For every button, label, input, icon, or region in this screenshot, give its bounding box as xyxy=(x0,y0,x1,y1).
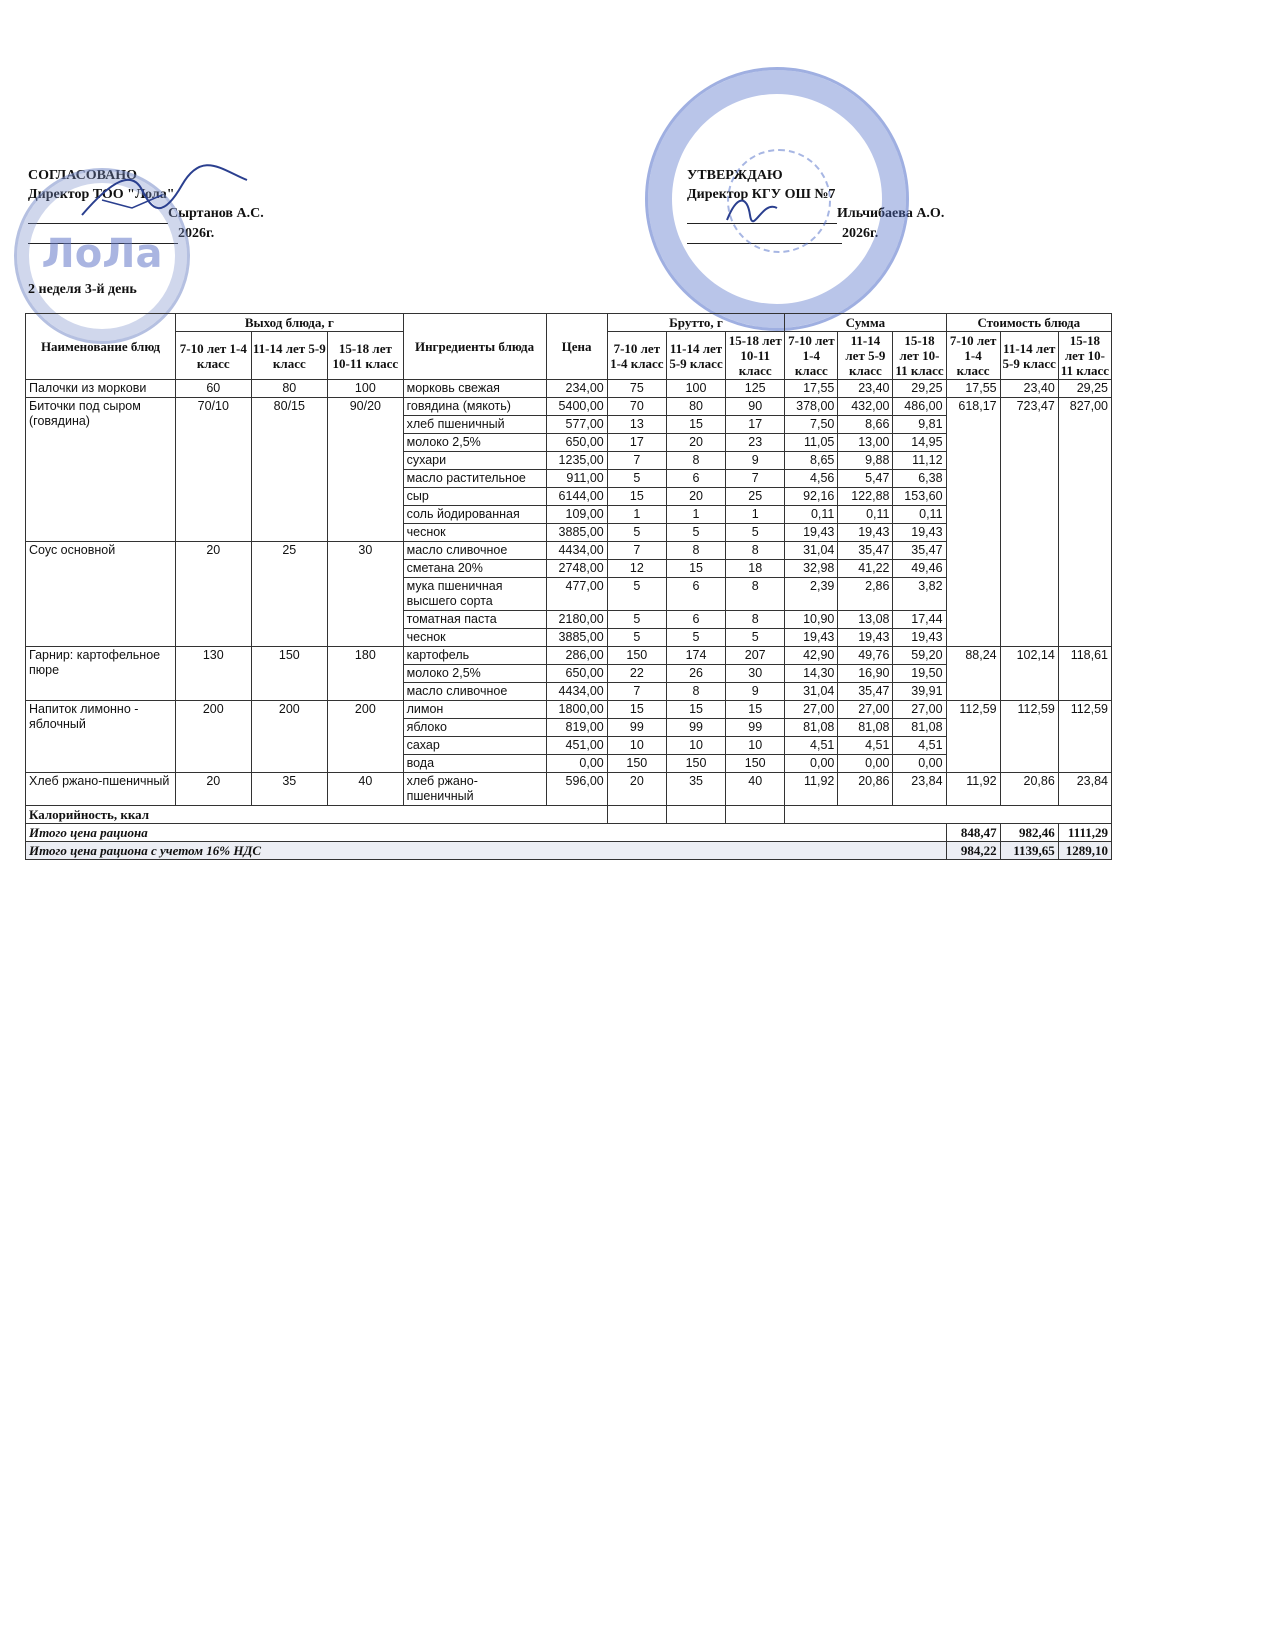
ingredient-name: соль йодированная xyxy=(403,506,546,524)
header-dish-cost: Стоимость блюда xyxy=(946,314,1111,332)
approved-date: 2026г. xyxy=(842,226,879,241)
ingredient-gross: 15 xyxy=(607,488,666,506)
ingredient-name: говядина (мякоть) xyxy=(403,398,546,416)
ingredient-sum: 19,43 xyxy=(785,629,838,647)
ingredient-gross: 9 xyxy=(726,452,785,470)
ingredient-gross: 8 xyxy=(666,452,725,470)
ingredient-price: 3885,00 xyxy=(546,629,607,647)
ingredient-sum: 23,84 xyxy=(893,773,946,806)
ingredient-gross: 99 xyxy=(607,719,666,737)
ingredient-sum: 31,04 xyxy=(785,683,838,701)
ingredient-sum: 0,00 xyxy=(838,755,893,773)
table-row xyxy=(26,380,1112,398)
ingredient-sum: 31,04 xyxy=(785,542,838,560)
ingredient-sum: 14,30 xyxy=(785,665,838,683)
ingredient-gross: 100 xyxy=(666,380,725,398)
dish-output: 20 xyxy=(176,773,252,806)
ingredient-name: картофель xyxy=(403,647,546,665)
ingredient-price: 596,00 xyxy=(546,773,607,806)
header-sum-age: 7-10 лет 1-4 класс xyxy=(785,332,838,380)
ingredient-gross: 15 xyxy=(666,701,725,719)
ingredient-gross: 70 xyxy=(607,398,666,416)
ingredient-gross: 5 xyxy=(607,524,666,542)
header-sum-age: 11-14 лет 5-9 класс xyxy=(838,332,893,380)
ingredient-name: лимон xyxy=(403,701,546,719)
dish-cost: 23,84 xyxy=(1058,773,1111,806)
header-output-age: 11-14 лет 5-9 класс xyxy=(251,332,328,380)
dish-cost: 11,92 xyxy=(946,773,1000,806)
ingredient-price: 3885,00 xyxy=(546,524,607,542)
ingredient-sum: 81,08 xyxy=(838,719,893,737)
ingredient-gross: 26 xyxy=(666,665,725,683)
ingredient-price: 4434,00 xyxy=(546,683,607,701)
total-value: 982,46 xyxy=(1000,824,1058,842)
ingredient-sum: 11,12 xyxy=(893,452,946,470)
dish-name: Гарнир: картофельное пюре xyxy=(26,647,176,701)
ingredient-gross: 20 xyxy=(607,773,666,806)
ingredient-sum: 13,00 xyxy=(838,434,893,452)
calories-empty-cell xyxy=(785,806,1112,824)
ingredient-sum: 7,50 xyxy=(785,416,838,434)
ingredient-price: 109,00 xyxy=(546,506,607,524)
header-cost-age: 7-10 лет 1-4 класс xyxy=(946,332,1000,380)
ingredient-sum: 16,90 xyxy=(838,665,893,683)
ingredient-price: 0,00 xyxy=(546,755,607,773)
ingredient-sum: 11,05 xyxy=(785,434,838,452)
total_vat-value: 984,22 xyxy=(946,842,1000,860)
agreed-position: Директор ТОО "Лола" xyxy=(28,187,175,202)
ingredient-sum: 0,11 xyxy=(893,506,946,524)
ingredient-gross: 20 xyxy=(666,488,725,506)
ingredient-sum: 6,38 xyxy=(893,470,946,488)
dish-output: 200 xyxy=(328,701,404,773)
ingredient-name: мука пшеничная высшего сорта xyxy=(403,578,546,611)
ingredient-sum: 81,08 xyxy=(893,719,946,737)
ingredient-sum: 35,47 xyxy=(893,542,946,560)
ingredient-sum: 92,16 xyxy=(785,488,838,506)
header-gross-age: 11-14 лет 5-9 класс xyxy=(666,332,725,380)
ingredient-gross: 6 xyxy=(666,578,725,611)
table-row xyxy=(26,701,1112,719)
dish-output: 90/20 xyxy=(328,398,404,542)
ingredient-sum: 2,86 xyxy=(838,578,893,611)
ingredient-sum: 9,81 xyxy=(893,416,946,434)
ingredient-name: томатная паста xyxy=(403,611,546,629)
ingredient-gross: 18 xyxy=(726,560,785,578)
ingredient-name: чеснок xyxy=(403,524,546,542)
ingredient-gross: 5 xyxy=(607,470,666,488)
ingredient-price: 4434,00 xyxy=(546,542,607,560)
ingredient-name: хлеб ржано-пшеничный xyxy=(403,773,546,806)
ingredient-name: морковь свежая xyxy=(403,380,546,398)
dish-cost: 20,86 xyxy=(1000,773,1058,806)
dish-output: 20 xyxy=(176,542,252,647)
dish-name: Соус основной xyxy=(26,542,176,647)
table-row xyxy=(26,647,1112,665)
dish-output: 200 xyxy=(176,701,252,773)
dish-cost: 723,47 xyxy=(1000,398,1058,647)
ingredient-sum: 19,43 xyxy=(893,524,946,542)
dish-cost: 118,61 xyxy=(1058,647,1111,701)
header-dish-name: Наименование блюд xyxy=(26,314,176,380)
ingredient-name: масло сливочное xyxy=(403,542,546,560)
ingredient-name: масло сливочное xyxy=(403,683,546,701)
total_vat-value: 1139,65 xyxy=(1000,842,1058,860)
dish-output: 130 xyxy=(176,647,252,701)
ingredient-gross: 8 xyxy=(666,542,725,560)
ingredient-price: 234,00 xyxy=(546,380,607,398)
ingredient-sum: 8,66 xyxy=(838,416,893,434)
header-output-age: 15-18 лет 10-11 класс xyxy=(328,332,404,380)
ingredient-gross: 12 xyxy=(607,560,666,578)
ingredient-sum: 19,43 xyxy=(893,629,946,647)
calories-gross-cell xyxy=(666,806,725,824)
ingredient-gross: 150 xyxy=(607,647,666,665)
company-stamp-text: ЛоЛа xyxy=(41,231,163,277)
ingredient-name: сметана 20% xyxy=(403,560,546,578)
ingredient-sum: 59,20 xyxy=(893,647,946,665)
ingredient-price: 451,00 xyxy=(546,737,607,755)
ingredient-sum: 4,51 xyxy=(893,737,946,755)
ingredient-gross: 207 xyxy=(726,647,785,665)
ingredient-sum: 17,44 xyxy=(893,611,946,629)
ingredient-sum: 11,92 xyxy=(785,773,838,806)
ingredient-sum: 432,00 xyxy=(838,398,893,416)
ingredient-gross: 20 xyxy=(666,434,725,452)
ingredient-sum: 29,25 xyxy=(893,380,946,398)
ingredient-price: 2748,00 xyxy=(546,560,607,578)
dish-output: 25 xyxy=(251,542,328,647)
ingredient-gross: 15 xyxy=(666,560,725,578)
ingredient-sum: 49,76 xyxy=(838,647,893,665)
ingredient-name: молоко 2,5% xyxy=(403,434,546,452)
ingredient-sum: 4,51 xyxy=(785,737,838,755)
ingredient-sum: 17,55 xyxy=(785,380,838,398)
dish-name: Биточки под сыром (говядина) xyxy=(26,398,176,542)
ingredient-sum: 0,00 xyxy=(785,755,838,773)
ingredient-gross: 125 xyxy=(726,380,785,398)
ingredient-gross: 150 xyxy=(666,755,725,773)
ingredient-gross: 8 xyxy=(726,542,785,560)
ingredient-sum: 4,51 xyxy=(838,737,893,755)
dish-cost: 112,59 xyxy=(1000,701,1058,773)
agreed-signature-icon xyxy=(72,160,252,230)
ingredient-sum: 378,00 xyxy=(785,398,838,416)
ingredient-price: 650,00 xyxy=(546,665,607,683)
ingredient-gross: 9 xyxy=(726,683,785,701)
ingredient-sum: 27,00 xyxy=(785,701,838,719)
agreed-name: Сыртанов А.С. xyxy=(168,206,264,221)
ingredient-sum: 23,40 xyxy=(838,380,893,398)
approved-position: Директор КГУ ОШ №7 xyxy=(687,187,836,202)
ingredient-gross: 22 xyxy=(607,665,666,683)
total-value: 848,47 xyxy=(946,824,1000,842)
total-row xyxy=(26,824,1112,842)
ingredient-gross: 8 xyxy=(726,578,785,611)
ingredient-sum: 153,60 xyxy=(893,488,946,506)
header-sum-age: 15-18 лет 10-11 класс xyxy=(893,332,946,380)
dish-cost: 88,24 xyxy=(946,647,1000,701)
calories-label: Калорийность, ккал xyxy=(26,806,608,824)
header-sum: Сумма xyxy=(785,314,946,332)
ingredient-sum: 122,88 xyxy=(838,488,893,506)
ingredient-sum: 39,91 xyxy=(893,683,946,701)
ingredient-gross: 23 xyxy=(726,434,785,452)
ingredient-gross: 5 xyxy=(607,578,666,611)
ingredient-sum: 81,08 xyxy=(785,719,838,737)
dish-output: 80 xyxy=(251,380,328,398)
ingredient-price: 477,00 xyxy=(546,578,607,611)
menu-body xyxy=(26,380,1112,860)
ingredient-sum: 4,56 xyxy=(785,470,838,488)
ingredient-gross: 6 xyxy=(666,611,725,629)
ingredient-name: чеснок xyxy=(403,629,546,647)
dish-name: Напиток лимонно - яблочный xyxy=(26,701,176,773)
ingredient-gross: 1 xyxy=(666,506,725,524)
approved-signature-icon xyxy=(722,190,782,230)
ingredient-gross: 150 xyxy=(607,755,666,773)
ingredient-gross: 8 xyxy=(666,683,725,701)
ingredient-price: 1235,00 xyxy=(546,452,607,470)
ingredient-gross: 5 xyxy=(666,524,725,542)
ingredient-price: 819,00 xyxy=(546,719,607,737)
dish-cost: 618,17 xyxy=(946,398,1000,647)
ingredient-price: 286,00 xyxy=(546,647,607,665)
ingredient-gross: 17 xyxy=(607,434,666,452)
dish-cost: 17,55 xyxy=(946,380,1000,398)
approved-name: Ильчибаева А.О. xyxy=(837,206,945,221)
header-output-age: 7-10 лет 1-4 класс xyxy=(176,332,252,380)
ingredient-sum: 486,00 xyxy=(893,398,946,416)
ingredient-sum: 10,90 xyxy=(785,611,838,629)
ingredient-sum: 19,43 xyxy=(785,524,838,542)
ingredient-sum: 35,47 xyxy=(838,542,893,560)
agreed-date: 2026г. xyxy=(178,226,215,241)
ingredient-name: хлеб пшеничный xyxy=(403,416,546,434)
header-cost-age: 15-18 лет 10-11 класс xyxy=(1058,332,1111,380)
ingredient-sum: 49,46 xyxy=(893,560,946,578)
ingredient-sum: 19,43 xyxy=(838,524,893,542)
ingredient-gross: 10 xyxy=(666,737,725,755)
ingredient-gross: 30 xyxy=(726,665,785,683)
total-value: 1111,29 xyxy=(1058,824,1111,842)
ingredient-gross: 25 xyxy=(726,488,785,506)
total_vat-label: Итого цена рациона с учетом 16% НДС xyxy=(26,842,947,860)
ingredient-sum: 27,00 xyxy=(893,701,946,719)
ingredient-gross: 5 xyxy=(666,629,725,647)
ingredient-sum: 0,11 xyxy=(838,506,893,524)
table-row xyxy=(26,773,1112,806)
dish-output: 100 xyxy=(328,380,404,398)
ingredient-sum: 2,39 xyxy=(785,578,838,611)
dish-output: 40 xyxy=(328,773,404,806)
ingredient-name: яблоко xyxy=(403,719,546,737)
ingredient-gross: 7 xyxy=(607,452,666,470)
ingredient-gross: 15 xyxy=(666,416,725,434)
dish-output: 180 xyxy=(328,647,404,701)
header-gross-age: 7-10 лет 1-4 класс xyxy=(607,332,666,380)
header-cost-age: 11-14 лет 5-9 класс xyxy=(1000,332,1058,380)
ingredient-name: молоко 2,5% xyxy=(403,665,546,683)
ingredient-gross: 13 xyxy=(607,416,666,434)
ingredient-sum: 42,90 xyxy=(785,647,838,665)
ingredient-sum: 14,95 xyxy=(893,434,946,452)
ingredient-name: сахар xyxy=(403,737,546,755)
ingredient-sum: 3,82 xyxy=(893,578,946,611)
ingredient-gross: 150 xyxy=(726,755,785,773)
dish-output: 35 xyxy=(251,773,328,806)
ingredient-name: вода xyxy=(403,755,546,773)
ingredient-gross: 90 xyxy=(726,398,785,416)
ingredient-gross: 7 xyxy=(607,683,666,701)
dish-cost: 29,25 xyxy=(1058,380,1111,398)
ingredient-gross: 5 xyxy=(726,524,785,542)
ingredient-gross: 174 xyxy=(666,647,725,665)
calories-gross-cell xyxy=(726,806,785,824)
ingredient-gross: 10 xyxy=(726,737,785,755)
ingredient-name: сыр xyxy=(403,488,546,506)
ingredient-sum: 35,47 xyxy=(838,683,893,701)
calories-row xyxy=(26,806,1112,824)
ingredient-sum: 8,65 xyxy=(785,452,838,470)
ingredient-gross: 5 xyxy=(607,611,666,629)
dish-cost: 112,59 xyxy=(1058,701,1111,773)
ingredient-price: 1800,00 xyxy=(546,701,607,719)
day-label: 2 неделя 3-й день xyxy=(28,282,137,297)
dish-cost: 23,40 xyxy=(1000,380,1058,398)
ingredient-gross: 5 xyxy=(726,629,785,647)
total-label: Итого цена рациона xyxy=(26,824,947,842)
dish-output: 30 xyxy=(328,542,404,647)
dish-output: 70/10 xyxy=(176,398,252,542)
ingredient-price: 911,00 xyxy=(546,470,607,488)
ingredient-sum: 20,86 xyxy=(838,773,893,806)
ingredient-sum: 32,98 xyxy=(785,560,838,578)
ingredient-gross: 8 xyxy=(726,611,785,629)
agreed-title: СОГЛАСОВАНО xyxy=(28,168,137,183)
dish-name: Хлеб ржано-пшеничный xyxy=(26,773,176,806)
ingredient-sum: 5,47 xyxy=(838,470,893,488)
ingredient-gross: 10 xyxy=(607,737,666,755)
ingredient-gross: 75 xyxy=(607,380,666,398)
ingredient-gross: 1 xyxy=(607,506,666,524)
ingredient-sum: 0,11 xyxy=(785,506,838,524)
header-price: Цена xyxy=(546,314,607,380)
dish-name: Палочки из моркови xyxy=(26,380,176,398)
ingredient-gross: 5 xyxy=(607,629,666,647)
dish-cost: 102,14 xyxy=(1000,647,1058,701)
ingredient-price: 650,00 xyxy=(546,434,607,452)
ingredient-sum: 19,43 xyxy=(838,629,893,647)
header-ingredients: Ингредиенты блюда xyxy=(403,314,546,380)
total_vat-value: 1289,10 xyxy=(1058,842,1111,860)
ingredient-sum: 9,88 xyxy=(838,452,893,470)
ingredient-gross: 7 xyxy=(726,470,785,488)
ingredient-gross: 15 xyxy=(726,701,785,719)
ingredient-price: 2180,00 xyxy=(546,611,607,629)
ingredient-gross: 40 xyxy=(726,773,785,806)
ingredient-gross: 99 xyxy=(666,719,725,737)
ingredient-gross: 17 xyxy=(726,416,785,434)
dish-cost: 827,00 xyxy=(1058,398,1111,647)
ingredient-price: 5400,00 xyxy=(546,398,607,416)
ingredient-sum: 13,08 xyxy=(838,611,893,629)
header-gross: Брутто, г xyxy=(607,314,785,332)
ingredient-sum: 19,50 xyxy=(893,665,946,683)
ingredient-sum: 0,00 xyxy=(893,755,946,773)
dish-output: 80/15 xyxy=(251,398,328,542)
total-vat-row xyxy=(26,842,1112,860)
dish-cost: 112,59 xyxy=(946,701,1000,773)
ingredient-gross: 80 xyxy=(666,398,725,416)
header-row-top xyxy=(26,314,1112,332)
dish-output: 150 xyxy=(251,647,328,701)
ingredient-gross: 1 xyxy=(726,506,785,524)
ingredient-price: 577,00 xyxy=(546,416,607,434)
ingredient-price: 6144,00 xyxy=(546,488,607,506)
approved-title: УТВЕРЖДАЮ xyxy=(687,168,783,183)
ingredient-sum: 41,22 xyxy=(838,560,893,578)
table-row xyxy=(26,398,1112,416)
ingredient-gross: 6 xyxy=(666,470,725,488)
ingredient-gross: 7 xyxy=(607,542,666,560)
ingredient-gross: 35 xyxy=(666,773,725,806)
ingredient-name: масло растительное xyxy=(403,470,546,488)
dish-output: 60 xyxy=(176,380,252,398)
header-gross-age: 15-18 лет 10-11 класс xyxy=(726,332,785,380)
calories-gross-cell xyxy=(607,806,666,824)
ingredient-sum: 27,00 xyxy=(838,701,893,719)
menu-table xyxy=(25,313,1112,860)
ingredient-name: сухари xyxy=(403,452,546,470)
header-output: Выход блюда, г xyxy=(176,314,404,332)
ingredient-gross: 15 xyxy=(607,701,666,719)
dish-output: 200 xyxy=(251,701,328,773)
ingredient-gross: 99 xyxy=(726,719,785,737)
